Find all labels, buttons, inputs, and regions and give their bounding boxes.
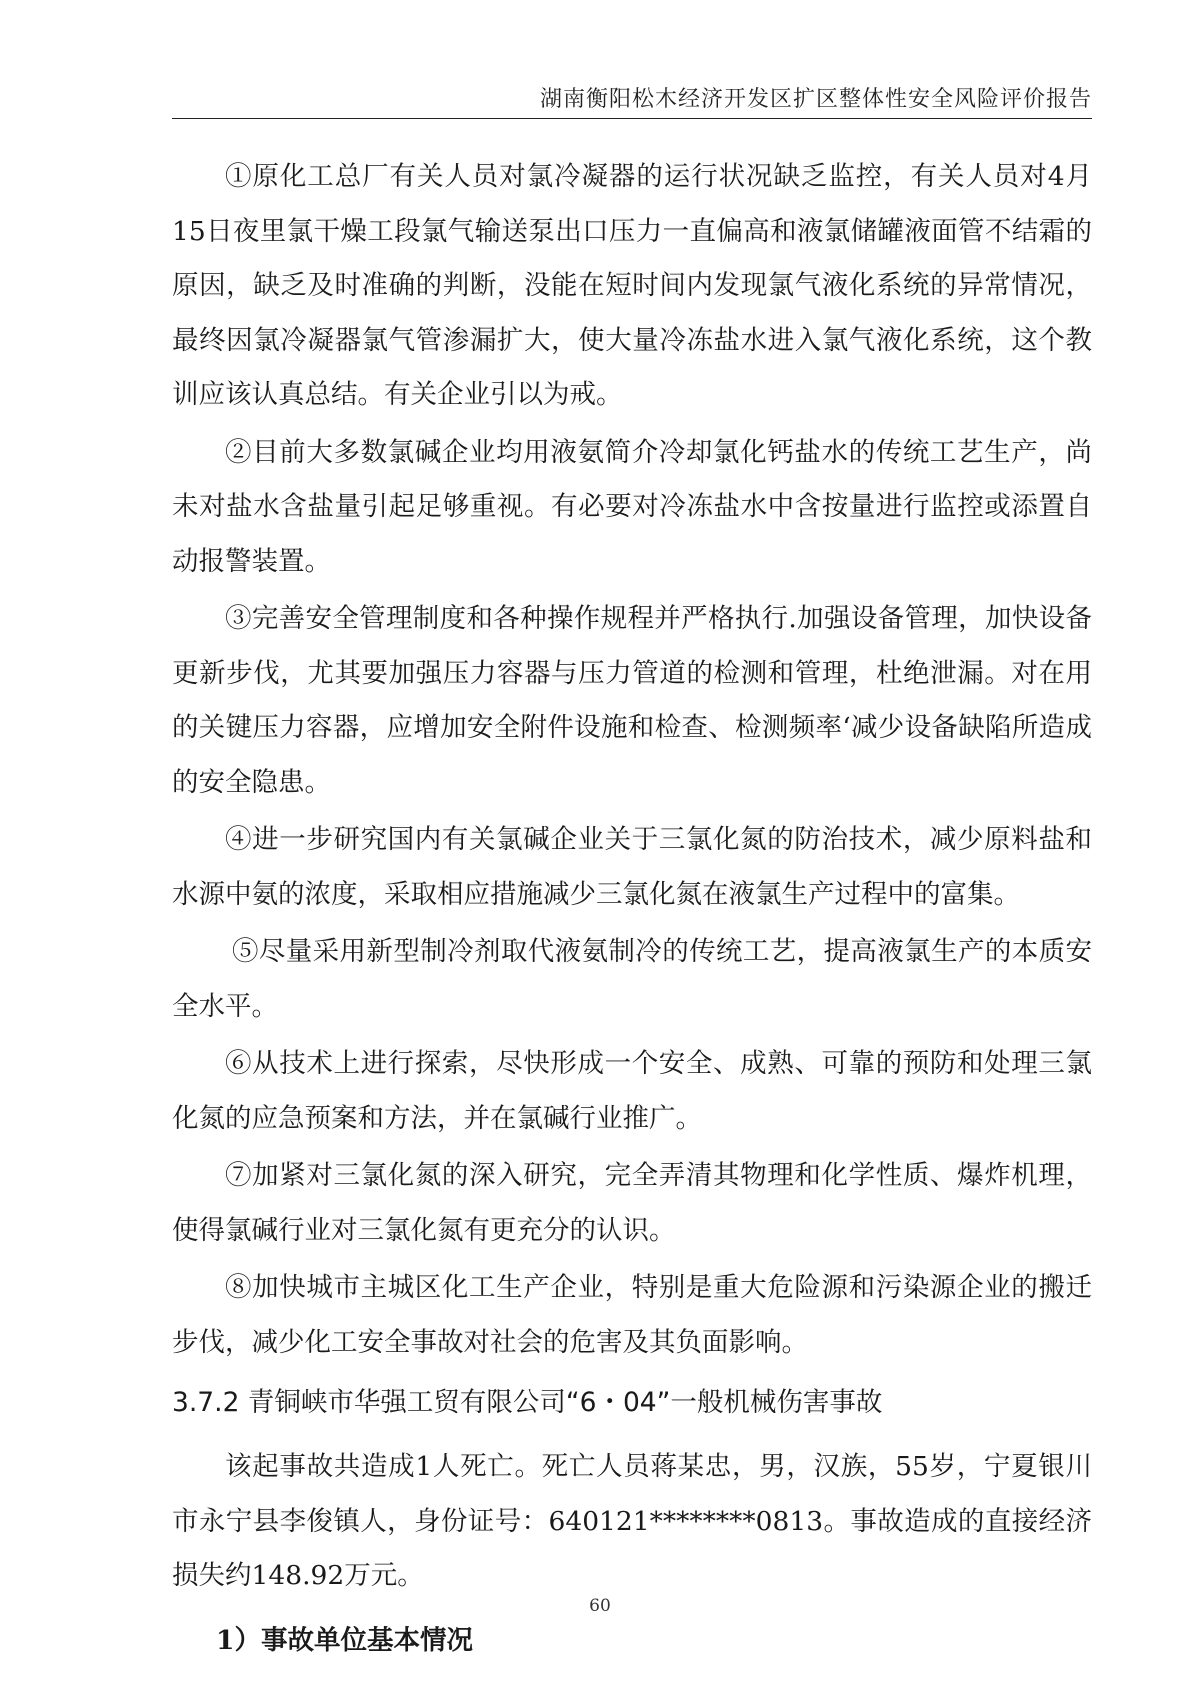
paragraph-2: ②目前大多数氯碱企业均用液氨简介冷却氯化钙盐水的传统工艺生产，尚未对盐水含盐量引起足够重视。有必要对冷冻盐水中含按量进行监控或添置自动报警装置。 [172,436,1092,577]
paragraph-4: ④进一步研究国内有关氯碱企业关于三氯化氮的防治技术，减少原料盐和水源中氨的浓度，采取相应措施减少三氯化氮在液氯生产过程中的富集。 [172,824,1092,910]
section-body: 该起事故共造成1人死亡。死亡人员蒋某忠，男，汉族，55岁，宁夏银川市永宁县李俊镇人，身份证号：640121********0813。事故造成的直接经济损失约148.92万元。 [172,1451,1092,1591]
paragraph-1: ①原化工总厂有关人员对氯冷凝器的运行状况缺乏监控，有关人员对4月15日夜里氯干燥工段氯气输送泵出口压力一直偏高和液氯储罐液面管不结霜的原因，缺乏及时准确的判断，没能在短时间内发现氯气液化系统的异常情况，最终因氯冷凝器氯气管渗漏扩大，使大量冷冻盐水进入氯气液化系统，这个教训应该认真总结。有关企业引以为戒。 [172,161,1092,410]
page-number: 60 [589,1596,611,1616]
paragraph-7: ⑦加紧对三氯化氮的深入研究，完全弄清其物理和化学性质、爆炸机理，使得氯碱行业对三氯化氮有更充分的认识。 [172,1160,1092,1246]
document-body [172,150,1092,1668]
paragraph-5: ⑤尽量采用新型制冷剂取代液氨制冷的传统工艺，提高液氯生产的本质安全水平。 [172,936,1092,1022]
page-header [172,78,1092,119]
sub-heading: 1）事故单位基本情况 [216,1624,473,1656]
paragraph-8: ⑧加快城市主城区化工生产企业，特别是重大危险源和污染源企业的搬迁步伐，减少化工安全事故对社会的危害及其负面影响。 [172,1272,1092,1358]
paragraph-6: ⑥从技术上进行探索，尽快形成一个安全、成熟、可靠的预防和处理三氯化氮的应急预案和方法，并在氯碱行业推广。 [172,1048,1092,1134]
section-heading: 3.7.2 青铜峡市华强工贸有限公司“6・04”一般机械伤害事故 [172,1387,883,1418]
header-title: 湖南衡阳松木经济开发区扩区整体性安全风险评价报告 [539,87,1092,112]
paragraph-3: ③完善安全管理制度和各种操作规程并严格执行.加强设备管理，加快设备更新步伐，尤其要加强压力容器与压力管道的检测和管理，杜绝泄漏。对在用的关键压力容器，应增加安全附件设施和检查、检测频率‘减少设备缺陷所造成的安全隐患。 [172,603,1092,798]
